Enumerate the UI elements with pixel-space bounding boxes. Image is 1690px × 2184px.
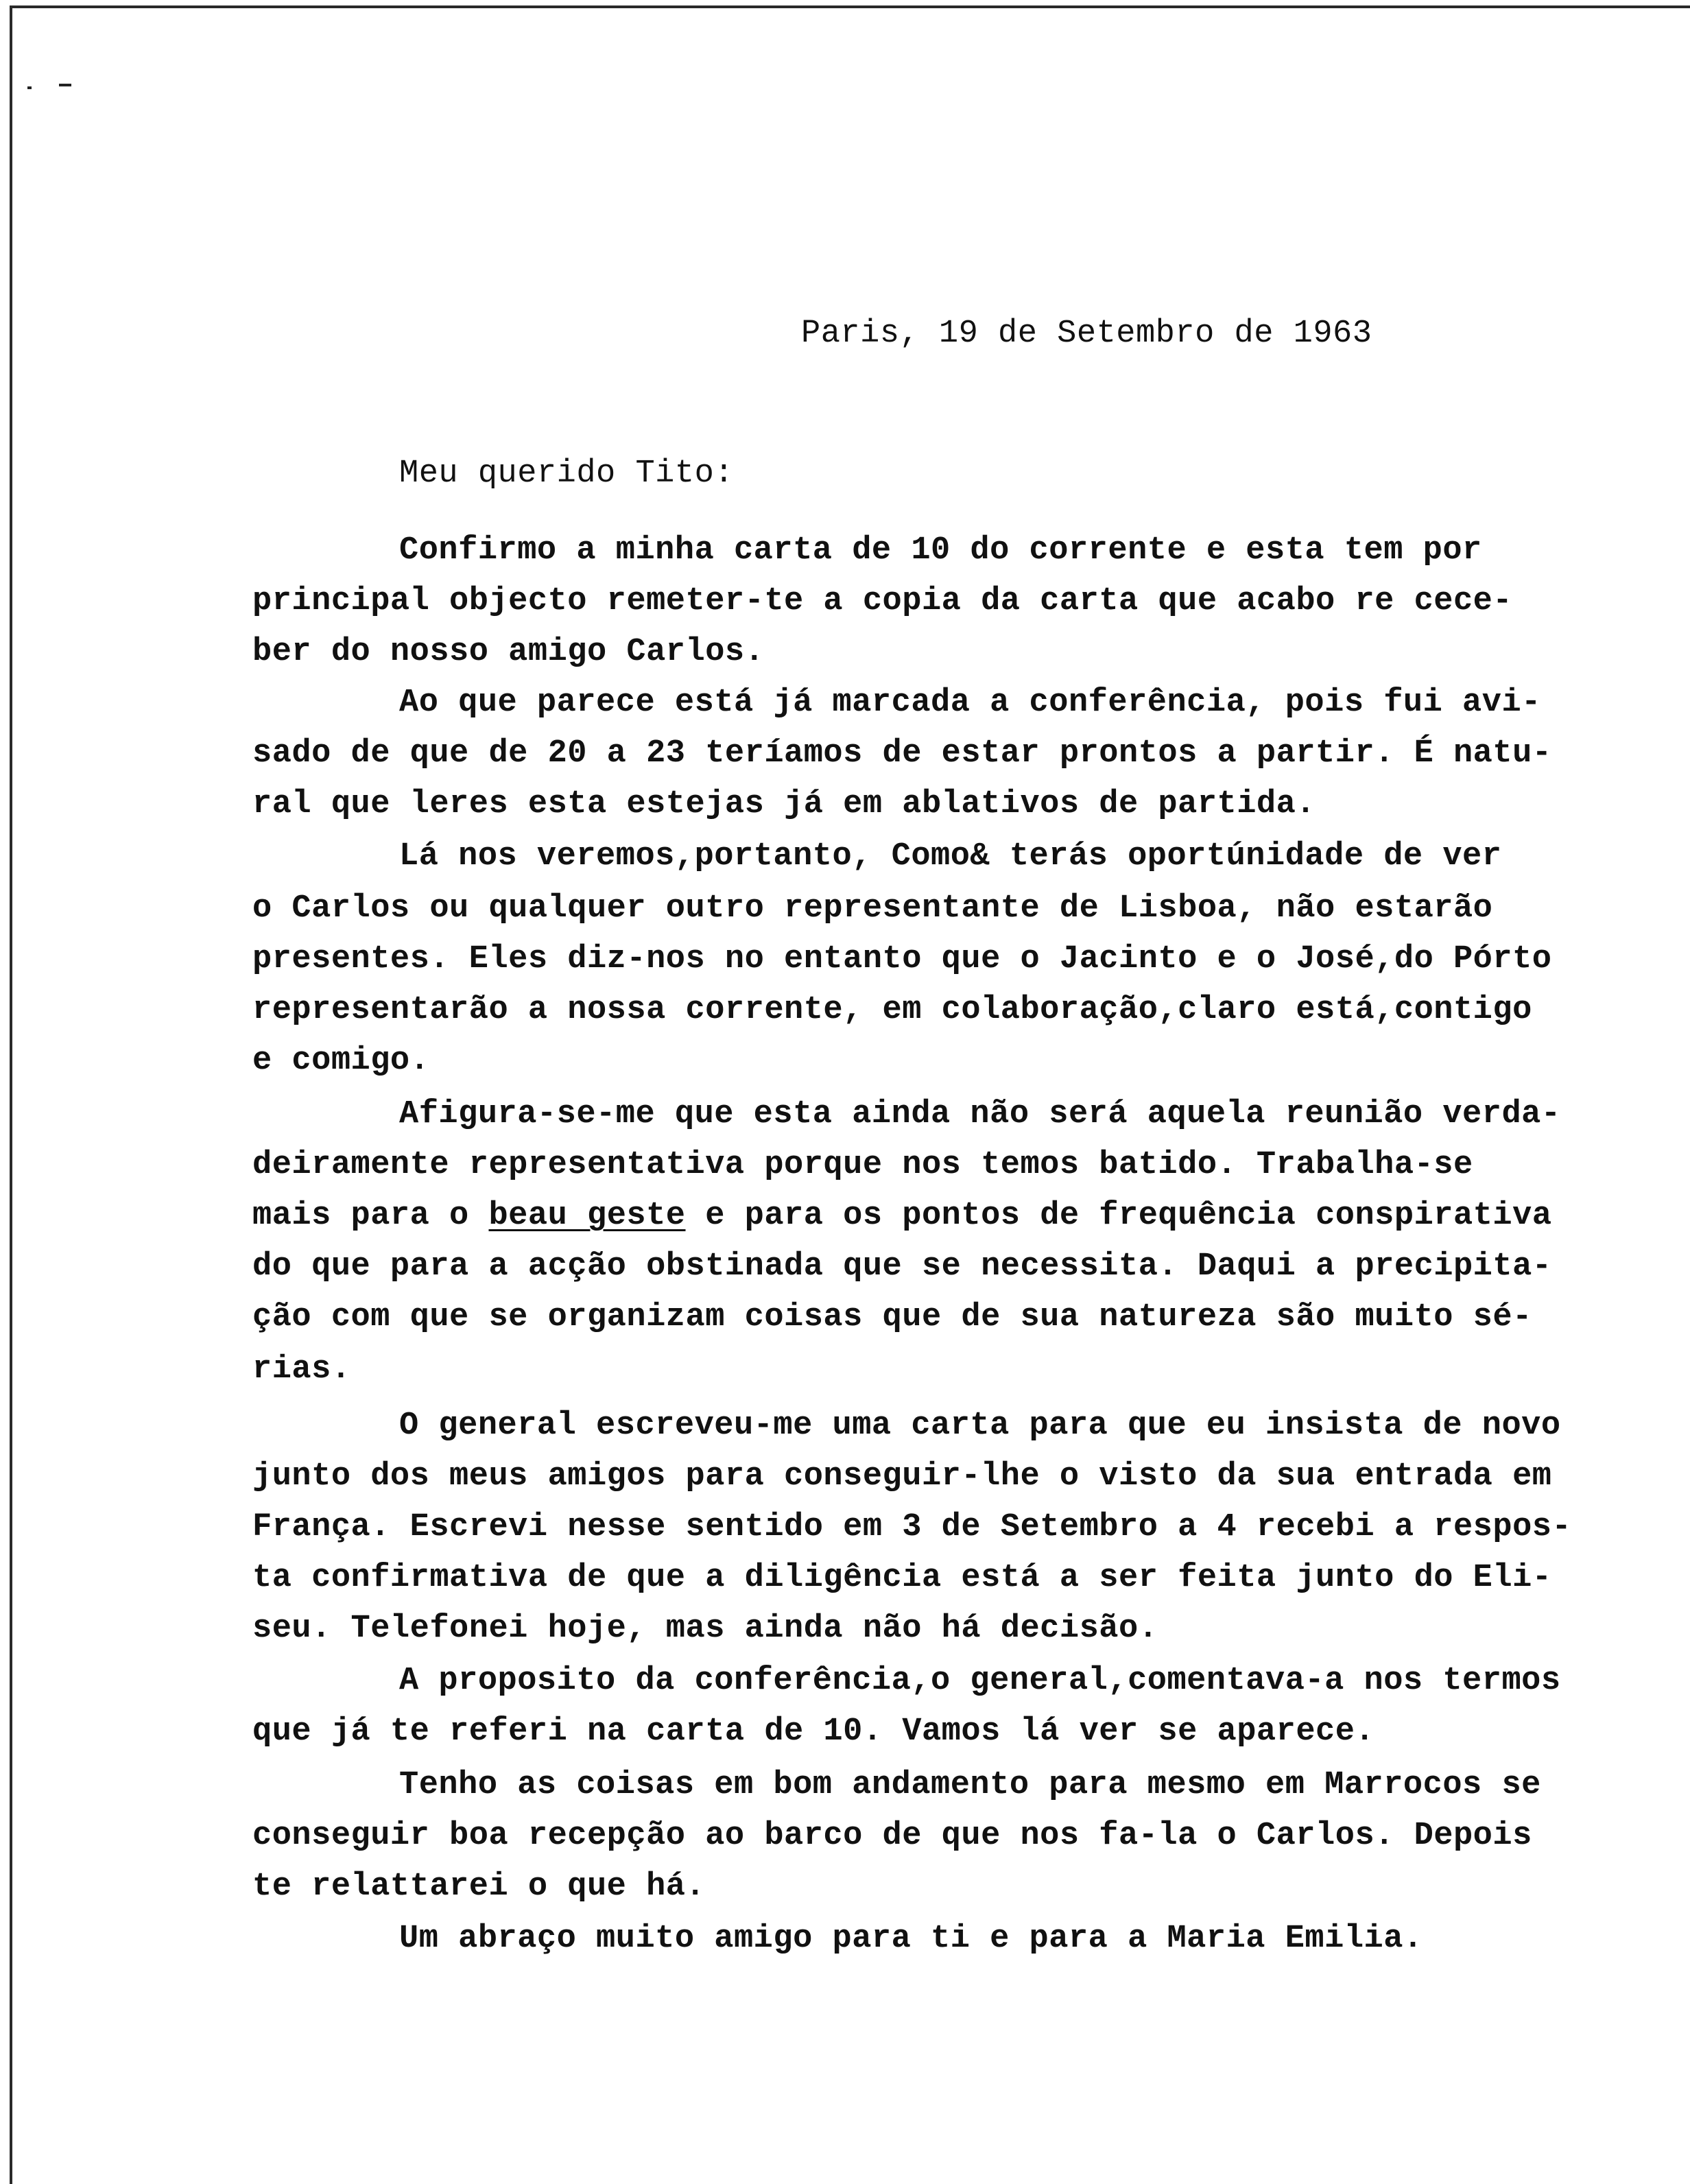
paragraph-1-line-1: Confirmo a minha carta de 10 do corrente e esta tem por [399,532,1482,569]
paragraph-5-line-1: O general escreveu-me uma carta para que eu insista de novo [399,1408,1561,1444]
paragraph-5-line-3: França. Escrevi nesse sentido em 3 de Setembro a 4 recebi a respos- [252,1509,1572,1545]
paragraph-4-line-6: rias. [252,1351,351,1388]
paragraph-3-line-2: o Carlos ou qualquer outro representante de Lisboa, não estarão [252,890,1493,927]
paragraph-7-line-1: Tenho as coisas em bom andamento para mesmo em Marrocos se [399,1767,1541,1803]
scan-speck [59,84,71,86]
paragraph-4-line-1: Afigura-se-me que esta ainda não será aquela reunião verda- [399,1096,1561,1132]
date-line: Paris, 19 de Setembro de 1963 [801,316,1372,352]
paragraph-6-line-2: que já te referi na carta de 10. Vamos lá ver se aparece. [252,1713,1375,1750]
paragraph-3-line-3: presentes. Eles diz-nos no entanto que o Jacinto e o José,do Pórto [252,941,1552,977]
paragraph-2-line-3: ral que leres esta estejas já em ablativos de partida. [252,786,1316,822]
paragraph-4-line-3 [252,1198,1552,1234]
closing-line: Um abraço muito amigo para ti e para a Maria Emilia. [399,1921,1423,1957]
paragraph-7-line-2: conseguir boa recepção ao barco de que nos fa-la o Carlos. Depois [252,1818,1532,1854]
scan-border-top [11,5,1690,8]
paragraph-5-line-2: junto dos meus amigos para conseguir-lhe o visto da sua entrada em [252,1458,1552,1495]
paragraph-4-line-4: do que para a acção obstinada que se necessita. Daqui a precipita- [252,1248,1552,1285]
greeting: Meu querido Tito: [399,455,734,492]
paragraph-3-line-1: Lá nos veremos,portanto, Como& terás oportúnidade de ver [399,838,1502,875]
underlined-phrase: beau geste [488,1198,686,1234]
paragraph-2-line-2: sado de que de 20 a 23 teríamos de estar prontos a partir. É natu- [252,735,1552,772]
paragraph-6-line-1: A proposito da conferência,o general,comentava-a nos termos [399,1663,1561,1699]
paragraph-5-line-4: ta confirmativa de que a diligência está a ser feita junto do Eli- [252,1560,1552,1596]
paragraph-7-line-3: te relattarei o que há. [252,1868,706,1905]
scan-speck [27,86,32,89]
paragraph-3-line-4: representarão a nossa corrente, em colaboração,claro está,contigo [252,992,1532,1028]
scan-border-left [10,5,12,2184]
paragraph-2-line-1: Ao que parece está já marcada a conferência, pois fui avi- [399,685,1541,721]
paragraph-4-line-3-start: mais para o [252,1198,489,1234]
paragraph-4-line-3-end: e para os pontos de frequência conspirativa [685,1198,1552,1234]
paragraph-5-line-5: seu. Telefonei hoje, mas ainda não há decisão. [252,1611,1158,1647]
paragraph-4-line-2: deiramente representativa porque nos temos batido. Trabalha-se [252,1147,1473,1183]
paragraph-3-line-5: e comigo. [252,1043,430,1079]
paragraph-1-line-3: ber do nosso amigo Carlos. [252,634,765,670]
paragraph-4-line-5: ção com que se organizam coisas que de sua natureza são muito sé- [252,1299,1532,1336]
paragraph-1-line-2: principal objecto remeter-te a copia da carta que acabo re cece- [252,583,1513,619]
